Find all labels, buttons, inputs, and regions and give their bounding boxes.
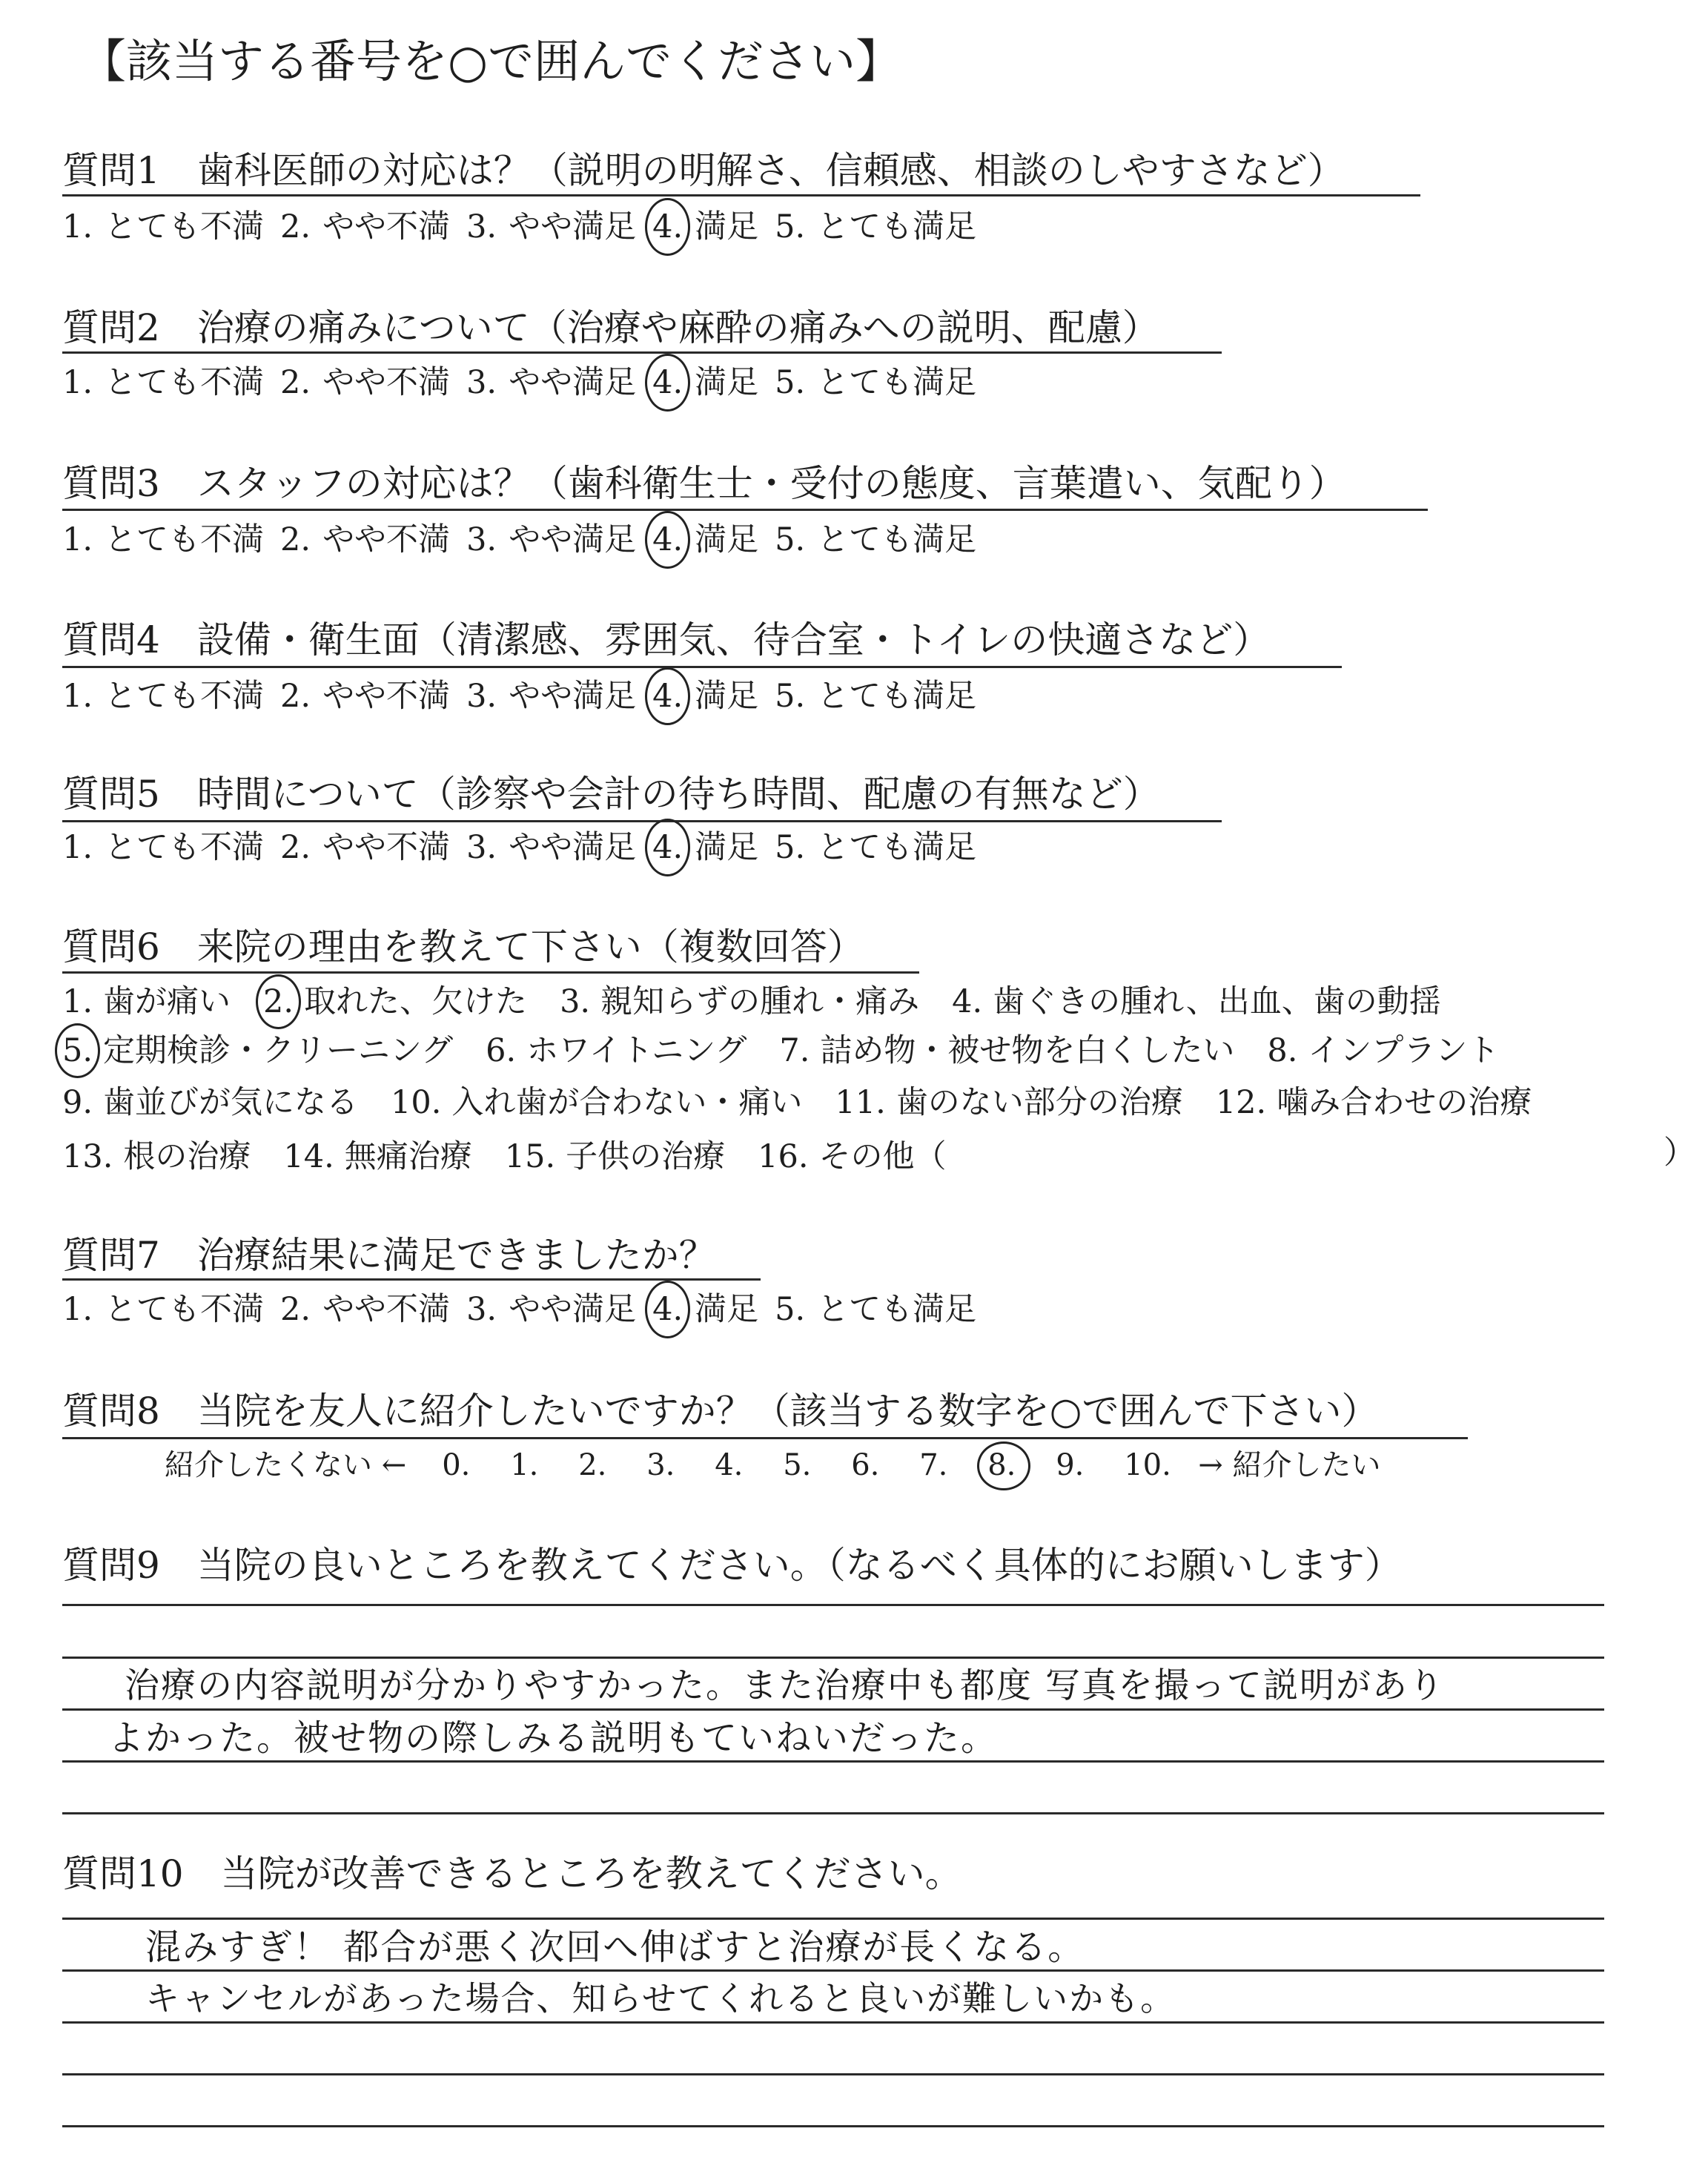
question-underline	[62, 1437, 1468, 1439]
rating-option[interactable]	[775, 521, 977, 558]
scale-right-label: → 紹介したい	[1198, 1448, 1381, 1482]
question-text: スタッフの対応は？（歯科衛生士・受付の態度、言葉遣い、気配り）	[196, 462, 1346, 505]
question-4	[62, 618, 1271, 661]
reason-option[interactable]	[62, 1032, 454, 1069]
rating-option[interactable]	[466, 364, 637, 401]
option-label: とても満足	[817, 1291, 977, 1328]
option-number: 1.	[62, 829, 93, 866]
option-number: 4.	[652, 1291, 683, 1328]
reason-option[interactable]	[62, 1084, 359, 1121]
answer-line	[62, 2125, 1604, 2127]
option-label: やや不満	[322, 521, 451, 558]
selection-circle	[645, 819, 690, 876]
question-underline	[62, 820, 1222, 822]
option-number: 3.	[466, 829, 497, 866]
question-9	[62, 1544, 1402, 1587]
option-label: とても不満	[105, 364, 265, 401]
option-number: 2.	[280, 208, 311, 245]
reason-option[interactable]	[1267, 1032, 1500, 1069]
rating-option[interactable]	[775, 829, 977, 866]
option-number: 8.	[1267, 1032, 1298, 1069]
option-label: 満足	[695, 829, 759, 866]
reason-option[interactable]	[952, 983, 1441, 1020]
option-label: 無痛治療	[344, 1138, 472, 1175]
question-2	[62, 306, 1159, 349]
question-label: 質問3	[62, 462, 160, 505]
question-label: 質問5	[62, 773, 160, 816]
option-number: 4.	[652, 678, 683, 715]
rating-option[interactable]	[280, 364, 451, 401]
question-text: 治療の痛みについて（治療や麻酔の痛みへの説明、配慮）	[196, 306, 1159, 349]
option-label: とても不満	[105, 1291, 265, 1328]
scale-left-label: 紹介したくない ←	[165, 1448, 407, 1482]
question-3	[62, 462, 1346, 505]
option-number: 7.	[779, 1032, 810, 1069]
option-label: やや不満	[322, 208, 451, 245]
option-label: 子供の治療	[566, 1138, 726, 1175]
selection-circle	[645, 354, 690, 412]
reason-option[interactable]	[486, 1032, 747, 1069]
option-label: とても満足	[817, 521, 977, 558]
rating-option[interactable]	[466, 521, 637, 558]
rating-option[interactable]	[280, 208, 451, 245]
rating-option[interactable]	[280, 678, 451, 715]
option-label: 歯並びが気になる	[103, 1084, 359, 1121]
reason-row	[62, 1084, 1564, 1121]
option-label: やや満足	[509, 1291, 637, 1328]
option-label: 満足	[695, 1291, 759, 1328]
reason-option[interactable]	[283, 1138, 472, 1175]
question-label: 質問4	[62, 618, 160, 661]
question-text: 当院の良いところを教えてください。（なるべく具体的にお願いします）	[196, 1544, 1402, 1587]
reason-row	[62, 983, 1474, 1020]
rating-option[interactable]	[652, 678, 759, 715]
question-label: 質問6	[62, 925, 160, 968]
option-label: やや満足	[509, 678, 637, 715]
option-number: 5.	[775, 1291, 806, 1328]
reason-row	[62, 1032, 1532, 1069]
answer-line	[62, 1969, 1604, 1972]
option-label: とても不満	[105, 829, 265, 866]
option-label: やや不満	[322, 1291, 451, 1328]
handwritten-answer: 治療の内容説明が分かりやすかった。また治療中も都度 写真を撮って説明があり	[125, 1665, 1445, 1706]
question-text: 来院の理由を教えて下さい（複数回答）	[196, 925, 864, 968]
question-8	[62, 1390, 1379, 1433]
option-label: 詰め物・被せ物を白くしたい	[820, 1032, 1235, 1069]
option-label: とても満足	[817, 208, 977, 245]
rating-options-q3	[62, 521, 993, 558]
question-label: 質問9	[62, 1544, 160, 1587]
option-label: 歯が痛い	[103, 983, 231, 1020]
scale-option[interactable]: 7.	[919, 1448, 948, 1482]
selection-circle	[645, 511, 690, 569]
rating-options-q2	[62, 364, 993, 401]
option-number: 2.	[280, 1291, 311, 1328]
rating-option[interactable]	[652, 521, 759, 558]
recommend-scale	[165, 1450, 1380, 1480]
option-label: とても満足	[817, 678, 977, 715]
option-label: やや不満	[322, 678, 451, 715]
question-5	[62, 773, 1160, 816]
option-label: 満足	[695, 521, 759, 558]
reason-option[interactable]	[560, 983, 920, 1020]
option-label: とても不満	[105, 208, 265, 245]
question-text: 当院を友人に紹介したいですか？（該当する数字を○で囲んで下さい）	[196, 1390, 1379, 1433]
rating-option[interactable]	[466, 208, 637, 245]
option-label: 根の治療	[123, 1138, 251, 1175]
page-title: 【該当する番号を○で囲んでください】	[80, 34, 902, 88]
rating-option[interactable]	[652, 208, 759, 245]
option-number: 1.	[62, 521, 93, 558]
option-number: 6.	[486, 1032, 517, 1069]
option-number: 2.	[263, 983, 294, 1020]
option-label: やや不満	[322, 364, 451, 401]
option-label: 歯のない部分の治療	[896, 1084, 1183, 1121]
other-input[interactable]	[947, 1137, 1466, 1167]
rating-option[interactable]	[280, 829, 451, 866]
reason-option[interactable]	[1215, 1084, 1532, 1121]
option-number: 10.	[391, 1084, 442, 1121]
other-close-paren: ）	[1664, 1135, 1695, 1172]
scale-option[interactable]: 8.	[987, 1450, 1056, 1480]
option-number: 9.	[62, 1084, 93, 1121]
option-number: 3.	[466, 208, 497, 245]
scale-option[interactable]: 9.	[1056, 1448, 1085, 1482]
reason-option[interactable]	[758, 1137, 1465, 1173]
rating-options-q4	[62, 678, 993, 715]
question-1	[62, 149, 1345, 192]
option-number: 5.	[62, 1032, 93, 1069]
rating-options-q1	[62, 208, 993, 245]
option-label: ホワイトニング	[526, 1032, 747, 1069]
rating-option[interactable]	[652, 829, 759, 866]
rating-option[interactable]	[652, 364, 759, 401]
reason-option[interactable]	[504, 1138, 726, 1175]
option-number: 4.	[652, 364, 683, 401]
option-number: 12.	[1215, 1084, 1267, 1121]
rating-option[interactable]	[466, 1291, 637, 1328]
handwritten-answer: 混みすぎ！ 都合が悪く次回へ伸ばすと治療が長くなる。	[145, 1926, 1085, 1968]
reason-option[interactable]	[779, 1032, 1235, 1069]
option-label: 定期検診・クリーニング	[103, 1032, 454, 1069]
scale-option[interactable]: 0.	[442, 1448, 471, 1482]
option-number: 1.	[62, 983, 93, 1020]
rating-option[interactable]	[62, 364, 265, 401]
rating-options-q5	[62, 829, 993, 866]
question-text: 歯科医師の対応は？（説明の明解さ、信頼感、相談のしやすさなど）	[196, 149, 1345, 192]
question-6	[62, 925, 864, 968]
option-number: 5.	[775, 208, 806, 245]
option-label: とても満足	[817, 364, 977, 401]
option-number: 3.	[466, 1291, 497, 1328]
answer-line	[62, 1760, 1604, 1763]
option-number: 4.	[652, 829, 683, 866]
option-number: 3.	[466, 521, 497, 558]
question-label: 質問1	[62, 149, 160, 192]
option-number: 5.	[775, 678, 806, 715]
option-number: 3.	[466, 678, 497, 715]
option-label: やや満足	[509, 829, 637, 866]
scale-option[interactable]: 6.	[851, 1448, 880, 1482]
option-number: 5.	[775, 521, 806, 558]
rating-option[interactable]	[466, 829, 637, 866]
answer-line	[62, 2021, 1604, 2024]
option-number: 2.	[280, 364, 311, 401]
question-10	[62, 1852, 962, 1895]
option-number: 3.	[560, 983, 591, 1020]
reason-option[interactable]	[391, 1084, 803, 1121]
selection-circle	[256, 974, 301, 1029]
answer-line	[62, 2073, 1604, 2075]
rating-option[interactable]	[62, 521, 265, 558]
handwritten-answer: よかった。被せ物の際しみる説明もていねいだった。	[108, 1717, 999, 1759]
option-label: インプラント	[1308, 1032, 1500, 1069]
question-underline	[62, 666, 1342, 668]
option-number: 16.	[758, 1138, 809, 1175]
answer-line	[62, 1812, 1604, 1814]
selection-circle	[55, 1023, 100, 1078]
question-7	[62, 1234, 716, 1277]
answer-line	[62, 1657, 1604, 1659]
question-text: 時間について（診察や会計の待ち時間、配慮の有無など）	[196, 773, 1160, 816]
option-number: 1.	[62, 364, 93, 401]
option-label: とても不満	[105, 678, 265, 715]
question-label: 質問10	[62, 1852, 184, 1895]
option-label: やや不満	[322, 829, 451, 866]
rating-option[interactable]	[62, 208, 265, 245]
option-label: 噛み合わせの治療	[1277, 1084, 1532, 1121]
handwritten-answer: キャンセルがあった場合、知らせてくれると良いが難しいかも。	[145, 1978, 1176, 2018]
reason-option[interactable]	[62, 1138, 251, 1175]
selection-circle	[645, 198, 690, 256]
option-label: やや満足	[509, 364, 637, 401]
answer-line	[62, 1918, 1604, 1920]
question-label: 質問8	[62, 1390, 160, 1433]
reason-option[interactable]	[62, 983, 231, 1020]
rating-options-q7	[62, 1291, 993, 1328]
rating-option[interactable]	[775, 678, 977, 715]
option-number: 4.	[952, 983, 983, 1020]
rating-option[interactable]	[62, 829, 265, 866]
option-number: 3.	[466, 364, 497, 401]
scale-option[interactable]: 4.	[715, 1448, 744, 1482]
rating-option[interactable]	[466, 678, 637, 715]
option-label: 満足	[695, 208, 759, 245]
rating-option[interactable]	[652, 1291, 759, 1328]
selection-circle	[645, 1281, 690, 1338]
scale-option[interactable]: 2.	[578, 1448, 607, 1482]
option-number: 14.	[283, 1138, 334, 1175]
option-number: 15.	[504, 1138, 556, 1175]
question-label: 質問2	[62, 306, 160, 349]
question-underline	[62, 971, 919, 974]
question-underline	[62, 194, 1420, 196]
rating-option[interactable]	[775, 364, 977, 401]
question-text: 治療結果に満足できましたか？	[196, 1234, 716, 1277]
rating-option[interactable]	[775, 1291, 977, 1328]
option-label: 親知らずの腫れ・痛み	[600, 983, 920, 1020]
option-label: とても不満	[105, 521, 265, 558]
question-underline	[62, 509, 1428, 511]
reason-row	[62, 1135, 1695, 1175]
option-number: 2.	[280, 678, 311, 715]
answer-line	[62, 1708, 1604, 1711]
option-number: 2.	[280, 829, 311, 866]
option-label: 満足	[695, 364, 759, 401]
option-label: 取れた、欠けた	[304, 983, 528, 1020]
rating-option[interactable]	[775, 208, 977, 245]
selection-circle	[645, 667, 690, 725]
option-label: その他（	[818, 1138, 947, 1175]
question-text: 当院が改善できるところを教えてください。	[220, 1852, 962, 1895]
option-number: 5.	[775, 829, 806, 866]
answer-line	[62, 1604, 1604, 1606]
rating-option[interactable]	[62, 678, 265, 715]
scale-option[interactable]: 1.	[510, 1448, 539, 1482]
scale-option[interactable]: 5.	[783, 1448, 812, 1482]
option-number: 1.	[62, 678, 93, 715]
option-label: 入れ歯が合わない・痛い	[451, 1084, 803, 1121]
reason-option[interactable]	[835, 1084, 1183, 1121]
option-number: 4.	[652, 521, 683, 558]
question-text: 設備・衛生面（清潔感、雰囲気、待合室・トイレの快適さなど）	[196, 618, 1271, 661]
option-label: やや満足	[509, 521, 637, 558]
option-number: 11.	[835, 1084, 886, 1121]
question-underline	[62, 351, 1222, 354]
option-number: 4.	[652, 208, 683, 245]
option-label: 満足	[695, 678, 759, 715]
option-number: 13.	[62, 1138, 113, 1175]
option-number: 1.	[62, 208, 93, 245]
option-label: とても満足	[817, 829, 977, 866]
option-label: 歯ぐきの腫れ、出血、歯の動揺	[993, 983, 1441, 1020]
question-underline	[62, 1278, 761, 1281]
rating-option[interactable]	[280, 521, 451, 558]
option-number: 1.	[62, 1291, 93, 1328]
reason-option[interactable]	[263, 983, 528, 1020]
scale-option[interactable]: 10.	[1124, 1448, 1171, 1482]
option-label: やや満足	[509, 208, 637, 245]
question-label: 質問7	[62, 1234, 160, 1277]
rating-option[interactable]	[280, 1291, 451, 1328]
option-number: 5.	[775, 364, 806, 401]
rating-option[interactable]	[62, 1291, 265, 1328]
option-number: 2.	[280, 521, 311, 558]
scale-option[interactable]: 3.	[646, 1448, 675, 1482]
